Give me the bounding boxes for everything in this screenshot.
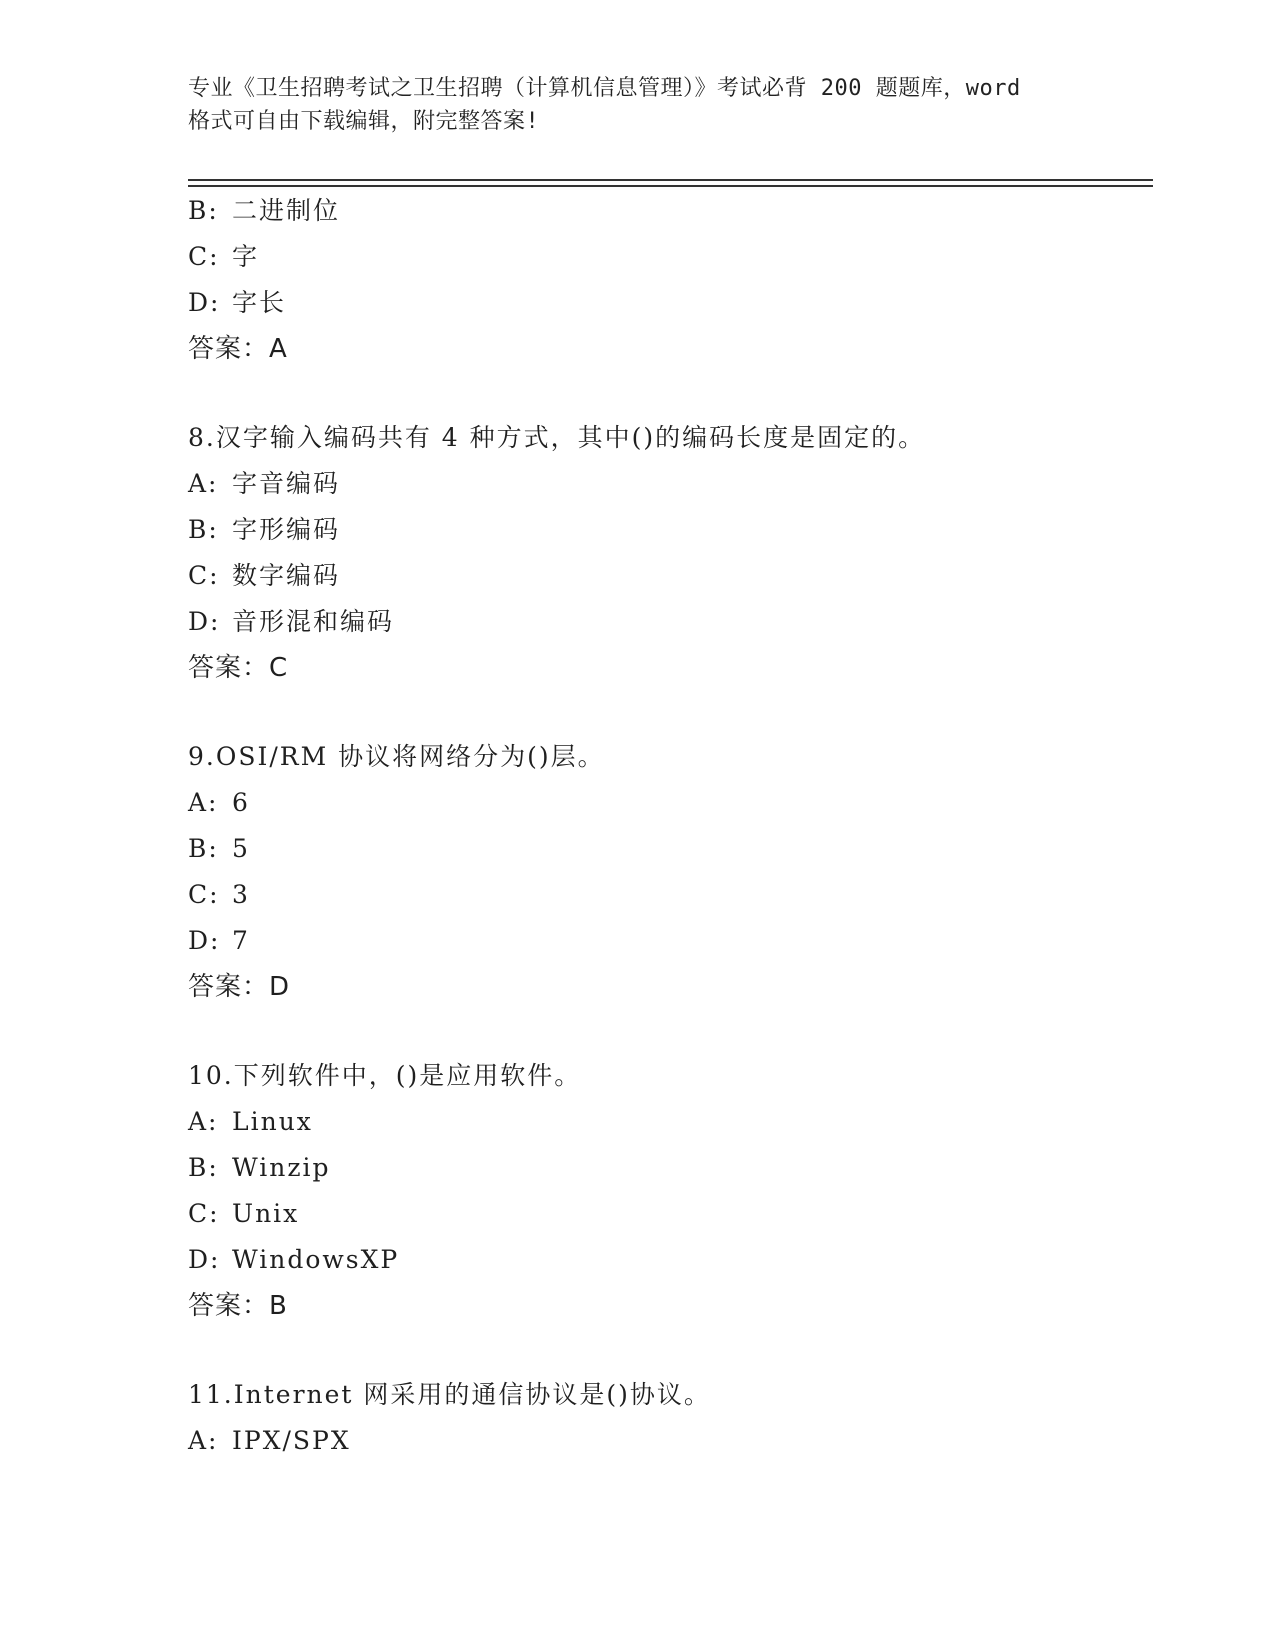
option-label: C: (188, 1199, 220, 1228)
answer-line: 答案：A (188, 334, 288, 364)
spacer (188, 1010, 1148, 1053)
option-text: IPX/SPX (232, 1426, 351, 1455)
spacer (188, 372, 1148, 415)
option-label: D: (188, 607, 221, 636)
option-a (188, 1418, 1148, 1464)
option-text: 字形编码 (232, 515, 341, 544)
question-11 (188, 1372, 1148, 1464)
option-text: 5 (232, 834, 250, 863)
document-header (188, 72, 1088, 138)
question-list (188, 188, 1148, 1464)
option-text: 字 (232, 242, 260, 271)
option-label: B: (188, 515, 219, 544)
option-label: A: (188, 1107, 219, 1136)
header-line-2: 格式可自由下载编辑，附完整答案! (188, 109, 540, 134)
option-b (188, 826, 1148, 872)
spacer (188, 1329, 1148, 1372)
answer-line: 答案：D (188, 972, 291, 1002)
question-9 (188, 734, 1148, 1010)
question-8 (188, 415, 1148, 691)
option-text: WindowsXP (232, 1245, 400, 1274)
question-stem: 10.下列软件中，()是应用软件。 (188, 1061, 582, 1090)
option-label: C: (188, 561, 220, 590)
option-b (188, 507, 1148, 553)
option-c (188, 553, 1148, 599)
option-text: 7 (232, 926, 250, 955)
option-b (188, 188, 1148, 234)
option-text: 二进制位 (232, 196, 341, 225)
option-label: A: (188, 469, 219, 498)
answer-line: 答案：C (188, 653, 289, 683)
option-label: A: (188, 788, 219, 817)
option-c (188, 872, 1148, 918)
header-line-1: 专业《卫生招聘考试之卫生招聘（计算机信息管理）》考试必背 200 题题库，word (188, 76, 1021, 101)
header-divider-bottom (188, 185, 1153, 187)
question-stem: 9.OSI/RM 协议将网络分为()层。 (188, 742, 605, 771)
header-divider-top (188, 179, 1153, 181)
option-a (188, 780, 1148, 826)
question-10 (188, 1053, 1148, 1329)
question-stem: 8.汉字输入编码共有 4 种方式，其中()的编码长度是固定的。 (188, 423, 926, 452)
option-text: 字音编码 (232, 469, 341, 498)
option-b (188, 1145, 1148, 1191)
option-label: B: (188, 834, 219, 863)
option-d (188, 918, 1148, 964)
option-label: C: (188, 880, 220, 909)
option-text: 字长 (232, 288, 287, 317)
option-label: A: (188, 1426, 219, 1455)
option-label: B: (188, 196, 219, 225)
option-label: C: (188, 242, 220, 271)
option-text: 6 (232, 788, 250, 817)
option-label: B: (188, 1153, 219, 1182)
option-label: D: (188, 288, 221, 317)
question-7-continued (188, 188, 1148, 372)
option-d (188, 280, 1148, 326)
question-stem: 11.Internet 网采用的通信协议是()协议。 (188, 1380, 711, 1409)
option-a (188, 461, 1148, 507)
option-text: Linux (232, 1107, 313, 1136)
option-text: Unix (232, 1199, 300, 1228)
option-d (188, 1237, 1148, 1283)
option-d (188, 599, 1148, 645)
option-label: D: (188, 926, 221, 955)
answer-line: 答案：B (188, 1291, 288, 1321)
option-c (188, 234, 1148, 280)
spacer (188, 691, 1148, 734)
option-text: 3 (232, 880, 250, 909)
option-text: 音形混和编码 (232, 607, 395, 636)
option-c (188, 1191, 1148, 1237)
option-text: 数字编码 (232, 561, 341, 590)
option-text: Winzip (232, 1153, 331, 1182)
option-label: D: (188, 1245, 221, 1274)
option-a (188, 1099, 1148, 1145)
